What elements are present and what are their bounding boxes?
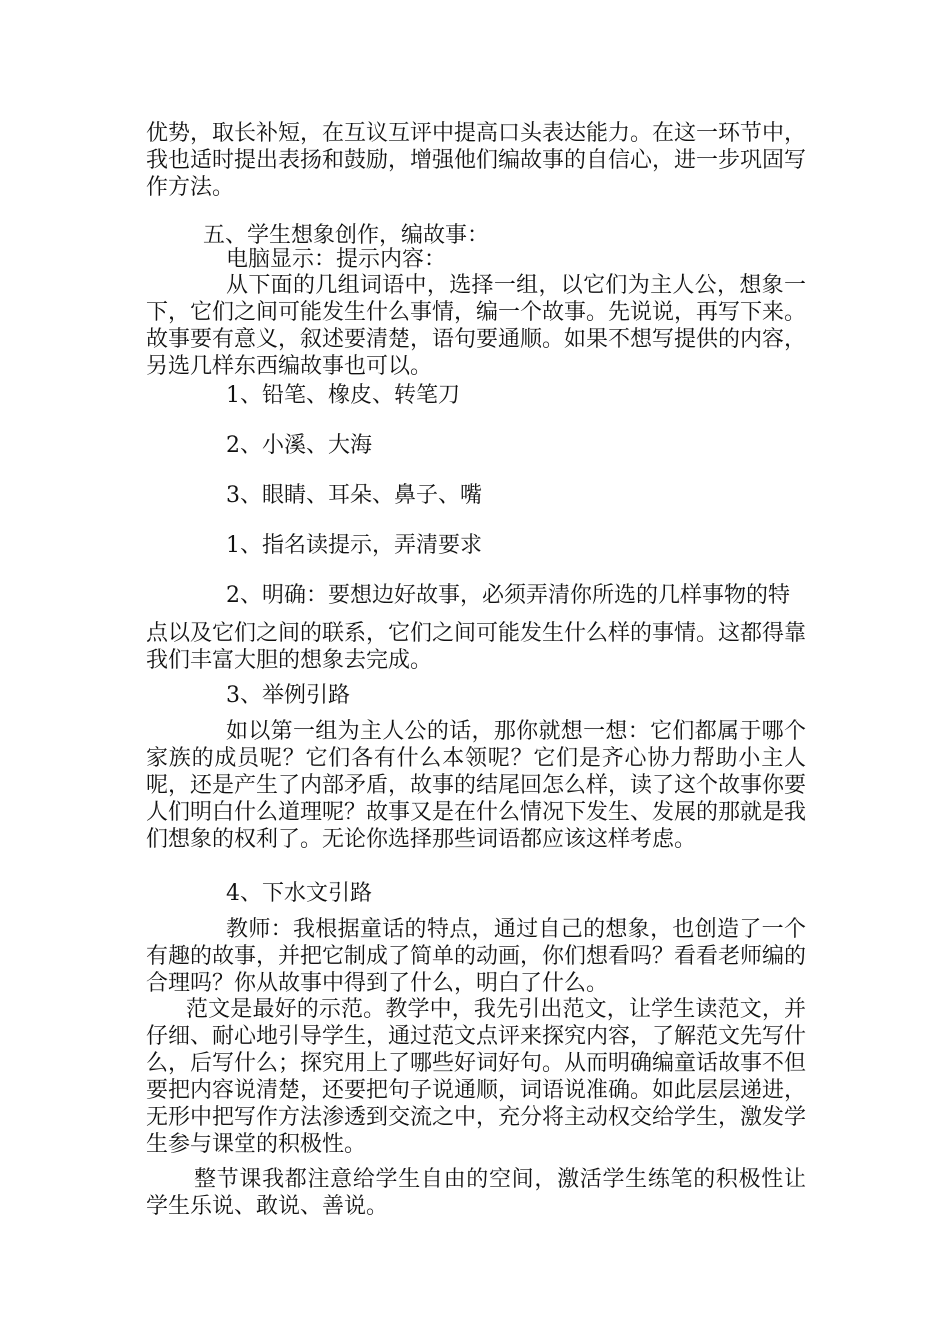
paragraph-intro: 优势，取长补短，在互议互评中提高口头表达能力。在这一环节中，我也适时提出表扬和鼓励，增强他们编故事的自信心，进一步巩固写作方法。: [146, 121, 807, 200]
section-heading: 五、学生想象创作，编故事：: [203, 223, 490, 248]
paragraph-prompt: 从下面的几组词语中，选择一组，以它们为主人公，想象一下，它们之间可能发生什么事情，编一个故事。先说说，再写下来。故事要有意义，叙述要清楚，语句要通顺。如果不想写提供的内容，另选几样东西编故事也可以。: [146, 273, 807, 379]
paragraph-example: 如以第一组为主人公的话，那你就想一想：它们都属于哪个家族的成员呢？它们各有什么本领呢？它们是齐心协力帮助小主人呢，还是产生了内部矛盾，故事的结尾回怎么样，读了这个故事你要人们明白什么道理呢？故事又是在什么情况下发生、发展的那就是我们想象的权利了。无论你选择那些词语都应该这样考虑。: [146, 719, 807, 852]
paragraph-summary: 整节课我都注意给学生自由的空间，激活学生练笔的积极性让学生乐说、敢说、善说。: [146, 1167, 806, 1219]
step-2-first-line: 2、明确：要想边好故事，必须弄清你所选的几样事物的特: [226, 583, 790, 608]
word-group-2: 2、小溪、大海: [226, 433, 372, 458]
paragraph-teacher: 教师：我根据童话的特点，通过自己的想象，也创造了一个有趣的故事，并把它制成了简单的动画，你们想看吗？看看老师编的合理吗？你从故事中得到了什么，明白了什么。: [146, 917, 807, 996]
step-3: 3、举例引路: [226, 683, 350, 708]
step-1: 1、指名读提示，弄清要求: [226, 533, 482, 558]
computer-display-label: 电脑显示：提示内容：: [226, 247, 447, 272]
word-group-3: 3、眼睛、耳朵、鼻子、嘴: [226, 483, 482, 508]
step-4: 4、下水文引路: [226, 881, 372, 906]
step-2-continued: 点以及它们之间的联系，它们之间可能发生什么样的事情。这都得靠我们丰富大胆的想象去完成。: [146, 621, 807, 673]
word-group-1: 1、铅笔、橡皮、转笔刀: [226, 383, 460, 408]
paragraph-model-essay: 范文是最好的示范。教学中，我先引出范文，让学生读范文，并仔细、耐心地引导学生，通过范文点评来探究内容，了解范文先写什么，后写什么；探究用上了哪些好词好句。从而明确编童话故事不但要把内容说清楚，还要把句子说通顺，词语说准确。如此层层递进，无形中把写作方法渗透到交流之中，充分将主动权交给学生，激发学生参与课堂的积极性。: [146, 997, 807, 1157]
